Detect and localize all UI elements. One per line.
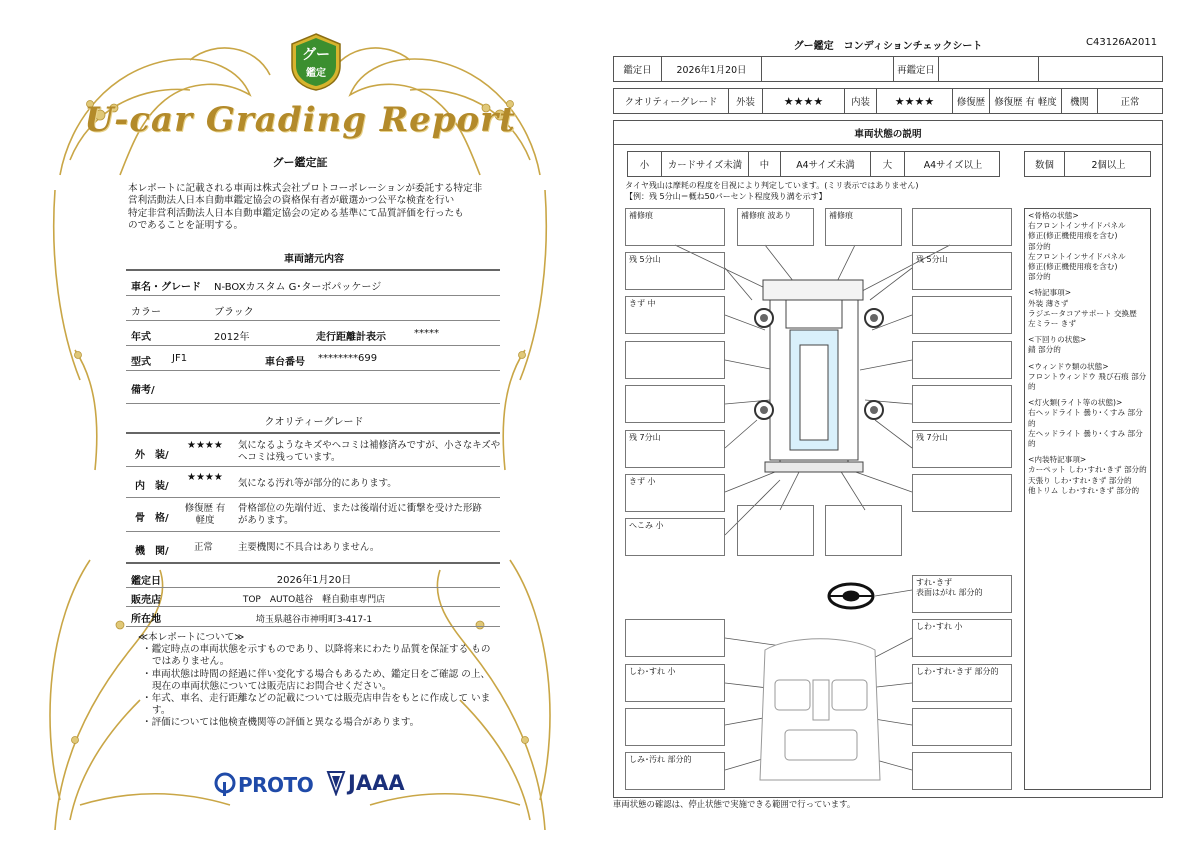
certificate-body — [128, 183, 498, 233]
notice-item: ・鑑定時点の車両状態を示すものであり、以降将来にわたり品質を保証する ものではありません。 — [142, 644, 491, 668]
size-small: 小 — [628, 152, 662, 176]
divider — [126, 320, 500, 321]
damage-box — [625, 341, 725, 379]
note-line: <下回りの状態> — [1028, 335, 1087, 345]
notice-item: ・評価については他検査機関等の評価と異なる場合があります。 — [142, 717, 420, 729]
engine-value: 正常 — [1120, 97, 1140, 108]
ext-stars: ★★★★ — [763, 89, 845, 113]
frame-desc: 骨格部位の先端付近、または後端付近に衝撃を受けた形跡 があります。 — [238, 503, 482, 526]
notice-item: ・年式、車名、走行距離などの記載については販売店申告をもとに作成して います。 — [142, 693, 491, 717]
divider — [126, 531, 500, 532]
divider — [126, 370, 500, 371]
notice-item: ・車両状態は時間の経過に伴い変化する場合もあるため、鑑定日をご確認 の上、現在の車両状態については販売店にお問合せください。 — [142, 668, 491, 692]
count-value: 2個以上 — [1091, 160, 1126, 171]
damage-box — [912, 474, 1012, 512]
interior-label: 内 装/ — [135, 481, 169, 492]
ext-label: 外装 — [729, 89, 763, 113]
note-line: カーペット しわ･すれ･きず 部分的 — [1028, 465, 1147, 475]
date-row — [613, 56, 1163, 82]
condition-title: 車両状態の説明 — [854, 129, 922, 140]
note-line: <灯火類(ライト等の状態)> — [1028, 398, 1123, 408]
interior-box: しみ･汚れ 部分的 — [625, 752, 725, 790]
note-line: 右フロントインサイドパネル — [1028, 221, 1126, 231]
frame-label: 骨 格/ — [135, 513, 169, 524]
interior-box: しわ･すれ 小 — [912, 619, 1012, 657]
repair-label: 修復歴 — [953, 89, 990, 113]
note-line: <ウィンドウ類の状態> — [1028, 361, 1109, 371]
interior-stars: ★★★★ — [187, 472, 223, 483]
note-line: 左ミラー きず — [1028, 319, 1076, 329]
damage-box: きず 小 — [625, 474, 725, 512]
divider — [126, 432, 500, 434]
damage-box — [625, 385, 725, 423]
color-label: カラー — [131, 307, 161, 318]
engine-label: 機 関/ — [135, 546, 169, 557]
date-label: 鑑定日 — [131, 576, 161, 587]
damage-box — [912, 208, 1012, 246]
note-line: 部分的 — [1028, 241, 1051, 251]
count-legend — [1024, 151, 1151, 177]
date-value: 2026年1月20日 — [662, 57, 762, 81]
divider — [126, 269, 500, 271]
note-line: 他トリム しわ･すれ･きず 部分的 — [1028, 485, 1140, 495]
count-label: 数個 — [1025, 152, 1065, 176]
quality-title: クオリティーグレード — [264, 417, 364, 428]
frame-value: 修復歴 有 軽度 — [184, 503, 226, 526]
damage-box — [825, 505, 902, 556]
color-value: ブラック — [214, 307, 254, 318]
sheet-footer: 車両状態の確認は、停止状態で実施できる範囲で行っています。 — [613, 799, 856, 809]
sheet-code: C43126A2011 — [1086, 37, 1158, 48]
proto-logo-icon — [214, 772, 236, 796]
size-mid-desc: A4サイズ未満 — [781, 152, 871, 176]
date-label: 鑑定日 — [614, 57, 662, 81]
damage-box: きず 中 — [625, 296, 725, 334]
tire-box: 残 5分山 — [912, 252, 1012, 290]
date-value: 2026年1月20日 — [276, 575, 352, 586]
remarks-label: 備考/ — [131, 385, 155, 396]
int-stars: ★★★★ — [877, 89, 953, 113]
engine-value: 正常 — [194, 542, 213, 553]
divider — [126, 587, 500, 588]
mileage-value: ***** — [414, 328, 439, 339]
divider — [126, 466, 500, 467]
damage-box: 補修痕 — [625, 208, 725, 246]
note-line: <特記事項> — [1028, 288, 1072, 298]
script-title: U-car Grading Report — [84, 100, 516, 140]
note-line: 部分的 — [1028, 272, 1051, 282]
redate-label: 再鑑定日 — [894, 57, 939, 81]
proto-logo: PROTO — [238, 773, 314, 797]
tire-box: 残 7分山 — [912, 430, 1012, 468]
divider — [126, 606, 500, 607]
note-line: 錆 部分的 — [1028, 345, 1061, 355]
svg-text:鑑定: 鑑定 — [306, 68, 326, 79]
tire-box: 残 5分山 — [625, 252, 725, 290]
size-large-desc: A4サイズ以上 — [923, 160, 983, 171]
damage-box — [912, 296, 1012, 334]
exterior-label: 外 装/ — [135, 450, 169, 461]
note-line: 天張り しわ･すれ･きず 部分的 — [1028, 475, 1132, 485]
engine-label: 機関 — [1062, 89, 1098, 113]
notice-title: ≪本レポートについて≫ — [138, 632, 245, 643]
divider — [126, 562, 500, 564]
int-label: 内装 — [845, 89, 877, 113]
exterior-desc: 気になるようなキズやヘコミは補修済みですが、小さなキズや ヘコミは残っています。 — [238, 440, 501, 463]
jaaa-logo: JAAA — [348, 771, 405, 795]
damage-box: 補修痕 — [825, 208, 902, 246]
shop-value: TOP AUTO越谷 軽自動車専門店 — [242, 595, 386, 605]
spec-title: 車両諸元内容 — [284, 254, 344, 265]
tire-box: 残 7分山 — [625, 430, 725, 468]
damage-box — [912, 341, 1012, 379]
repair-value: 修復歴 有 軽度 — [990, 89, 1062, 113]
year-value: 2012年 — [214, 332, 250, 343]
body-line: のであることを証明する。 — [128, 220, 244, 232]
sheet-title: グー鑑定 コンディションチェックシート — [793, 41, 983, 52]
size-mid: 中 — [749, 152, 781, 176]
chassis-value: ********699 — [318, 353, 378, 364]
name-label: 車名・グレード — [131, 282, 201, 293]
divider — [126, 295, 500, 296]
tire-note-example: 【例：残 5分山＝概ね50パーセント程度残り溝を示す】 — [625, 192, 827, 201]
empty-cell — [762, 57, 894, 81]
address-label: 所在地 — [131, 614, 161, 625]
certificate-title: グー鑑定証 — [272, 156, 328, 169]
notice-list — [138, 632, 498, 730]
interior-box — [912, 708, 1012, 746]
note-line: フロントウィンドウ 飛び石痕 部分的 — [1028, 371, 1147, 392]
shop-label: 販売店 — [131, 595, 161, 606]
note-line: <骨格の状態> — [1028, 211, 1079, 220]
address-value: 埼玉県越谷市神明町3-417-1 — [255, 615, 373, 625]
svg-text:グー: グー — [302, 47, 330, 63]
note-line: 左フロントインサイドパネル — [1028, 251, 1126, 261]
steering-box: すれ･きず 表面はがれ 部分的 — [912, 575, 1012, 613]
chassis-label: 車台番号 — [265, 357, 305, 368]
interior-box — [625, 708, 725, 746]
mileage-label: 走行距離計表示 — [316, 332, 386, 343]
note-line: 右ヘッドライト 曇り･くすみ 部分的 — [1028, 408, 1143, 428]
name-value: N-BOXカスタム G･ターボパッケージ — [214, 282, 382, 293]
note-line: 左ヘッドライト 曇り･くすみ 部分的 — [1028, 428, 1143, 449]
note-line: ラジエータコアサポート 交換歴 — [1028, 308, 1137, 318]
divider — [126, 403, 500, 404]
note-line: 外装 薄さず — [1028, 298, 1069, 308]
divider — [126, 626, 500, 627]
model-label: 型式 — [131, 357, 151, 368]
interior-desc: 気になる汚れ等が部分的にあります。 — [238, 478, 397, 489]
note-line: 修正(修正機使用痕を含む) — [1028, 262, 1118, 272]
body-line: 特定非営利活動法人日本自動車鑑定協会の定める基準にて品質評価を行ったも — [128, 207, 464, 219]
note-line: 修正(修正機使用痕を含む) — [1028, 231, 1118, 241]
body-line: 本レポートに記載される車両は株式会社プロトコーポレーションが委託する特定非 — [128, 183, 483, 194]
year-label: 年式 — [131, 332, 151, 343]
exterior-stars: ★★★★ — [187, 440, 223, 451]
divider — [614, 144, 1162, 145]
damage-box: へこみ 小 — [625, 518, 725, 556]
redate-value — [939, 57, 1039, 81]
interior-box: しわ･すれ 小 — [625, 664, 725, 702]
goo-kantei-badge — [288, 32, 344, 92]
jaaa-logo-icon — [326, 770, 346, 796]
damage-box — [737, 505, 814, 556]
size-small-desc: カードサイズ未満 — [662, 152, 749, 176]
body-line: 営利活動法人日本自動車鑑定協会の資格保有者が厳選かつ公平な検査を行い — [128, 195, 455, 207]
divider — [126, 497, 500, 498]
divider — [126, 345, 500, 346]
quality-row — [613, 88, 1163, 114]
tire-note: タイヤ残山は摩耗の程度を目視により判定しています。(ミリ表示ではありません) — [625, 181, 919, 190]
quality-label: クオリティーグレード — [614, 89, 729, 113]
model-value: JF1 — [172, 353, 188, 364]
interior-box — [912, 752, 1012, 790]
interior-box: しわ･すれ･きず 部分的 — [912, 664, 1012, 702]
damage-box: 補修痕 波あり — [737, 208, 814, 246]
note-line: <内装特記事項> — [1028, 455, 1087, 465]
size-large: 大 — [871, 152, 905, 176]
damage-box — [912, 385, 1012, 423]
size-legend — [627, 151, 1000, 177]
interior-box — [625, 619, 725, 657]
engine-desc: 主要機関に不具合はありません。 — [238, 542, 380, 553]
notes-panel — [1024, 208, 1151, 790]
